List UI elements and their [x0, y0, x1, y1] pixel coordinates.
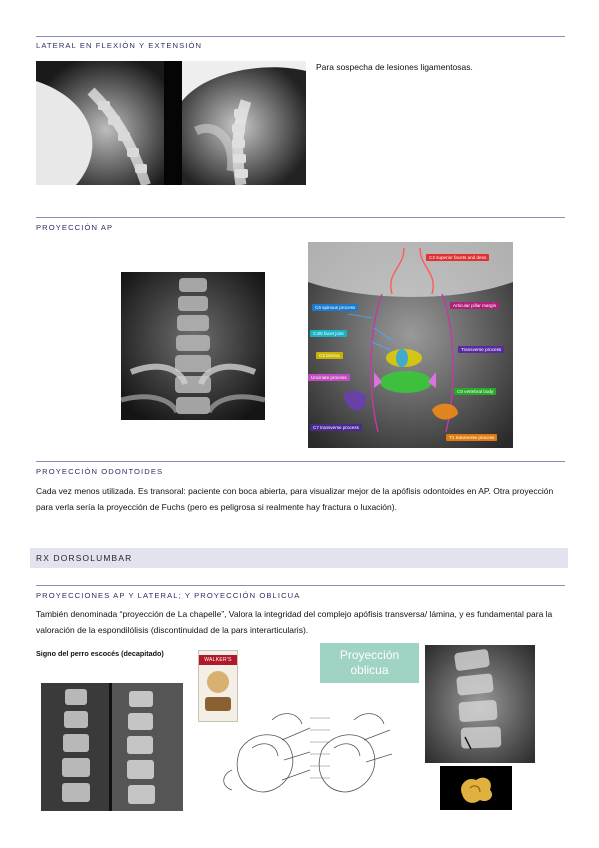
label-transverse: Transverse process [458, 346, 504, 353]
label-c6-spinous: C6 spinous process [312, 304, 358, 311]
section-rule [36, 36, 565, 37]
section-heading-odontoides: PROYECCIÓN ODONTOIDES [36, 467, 164, 476]
oblique-projection-box: Proyección oblicua [320, 643, 419, 683]
lateral-flexion-extension-xrays [36, 61, 306, 185]
ap-annotated-xray [308, 242, 513, 448]
section-rule [36, 585, 565, 586]
label-c5-lamina: C5 lamina [316, 352, 343, 359]
oblicuas-description: También denominada “proyección de La chapelle”, Valora la integridad del complejo apófisis transversa/ lámina, y es fundamental para la valoración de la espondilólisis (discontinuidad de la pars interarticularis). [36, 609, 553, 635]
scotty-dog-diagram [212, 700, 407, 810]
label-articular: Articular pillar margin [450, 302, 499, 309]
section-heading-lateral: LATERAL EN FLEXIÓN Y EXTENSIÓN [36, 41, 203, 50]
lumbar-oblique-xray [425, 645, 535, 763]
section-heading-ap: PROYECCIÓN AP [36, 223, 114, 232]
label-t1-transverse: T1 transverse process [446, 434, 497, 441]
ap-cervical-xray [121, 272, 265, 420]
shortbread-image [207, 671, 229, 693]
section-heading-oblicuas: PROYECCIONES AP Y LATERAL; Y PROYECCIÓN OBLICUA [36, 591, 301, 600]
label-c7-transverse: C7 transverse process [310, 424, 362, 431]
label-c4-facet: C4/5 facet joint [310, 330, 347, 337]
walkers-brand: WALKER'S [199, 655, 237, 665]
scotty-dog-caption: Signo del perro escocés (decapitado) [36, 649, 164, 658]
lateral-description: Para sospecha de lesiones ligamentosas. [316, 62, 473, 72]
dorsolumbar-ap-lateral-xrays [41, 683, 183, 811]
section-rule [36, 461, 565, 462]
label-c6-body: C6 vertebral body [454, 388, 496, 395]
label-uncinate: Uncinate process [308, 374, 350, 381]
scotty-dog-3d-render [440, 766, 512, 810]
section-band-dorsolumbar: RX DORSOLUMBAR [30, 548, 568, 568]
odontoides-description: Cada vez menos utilizada. Es transoral: paciente con boca abierta, para visualizar mejor de la apófisis odontoides en AP. Otra proyección para verla sería la proyección de Fuchs (pero es peligrosa si realmente hay fractura o luxación). [36, 486, 554, 512]
label-c2: C2 superior facets and dens [426, 254, 489, 261]
section-rule [36, 217, 565, 218]
